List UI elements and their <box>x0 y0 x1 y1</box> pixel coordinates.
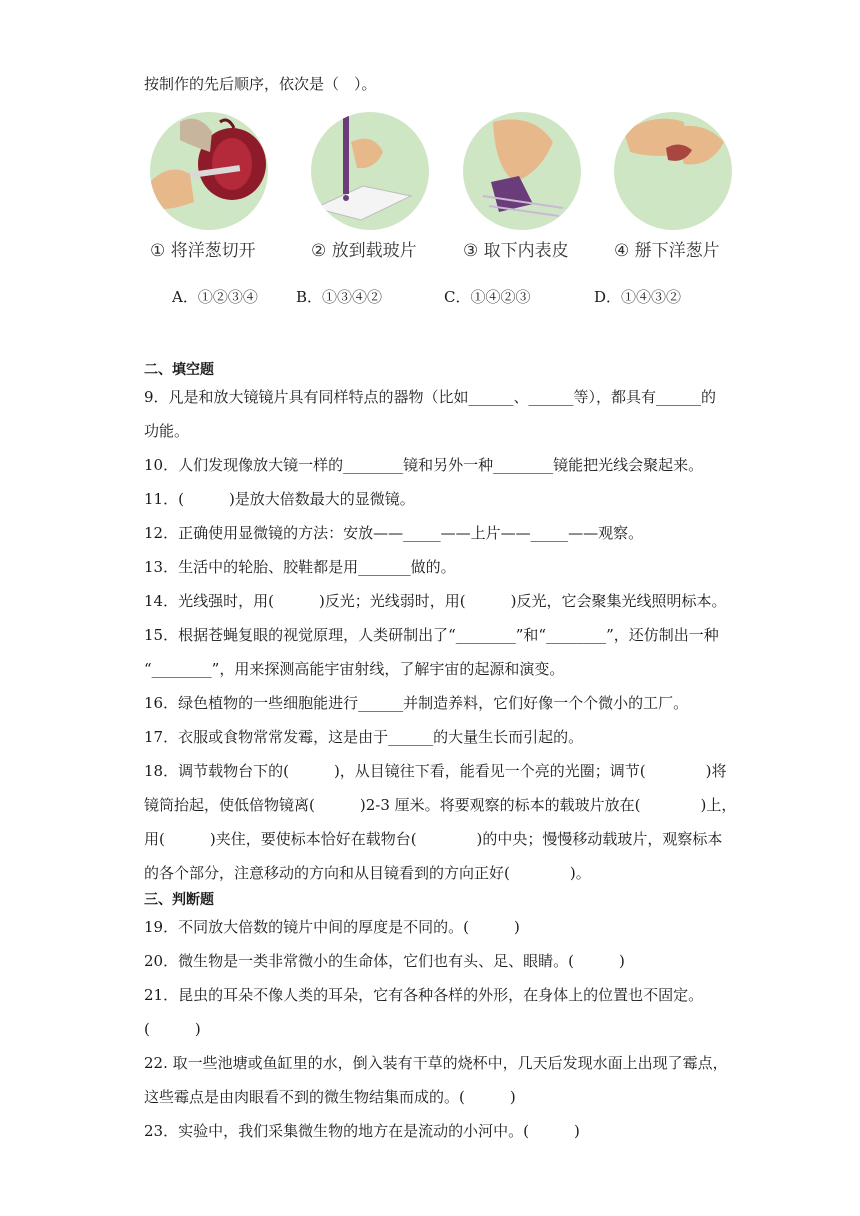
question-15-line-1: 15．根据苍蝇复眼的视觉原理，人类研制出了“________”和“________”，还仿制出一种 <box>144 626 719 644</box>
figure-2 <box>311 112 435 261</box>
question-15-line-2: “________”，用来探测高能宇宙射线，了解宇宙的起源和演变。 <box>144 660 565 678</box>
peel-icon <box>463 112 581 230</box>
question-13: 13．生活中的轮胎、胶鞋都是用_______做的。 <box>144 558 456 576</box>
question-22-line-2: 这些霉点是由肉眼看不到的微生物结集而成的。( ) <box>144 1088 516 1106</box>
figure-4-caption: ④ 掰下洋葱片 <box>614 241 720 261</box>
option-d[interactable]: D．①④③② <box>594 288 682 306</box>
option-b[interactable]: B．①③④② <box>296 288 383 306</box>
question-21-line-2: ( ) <box>144 1020 201 1038</box>
slide-icon <box>311 112 429 230</box>
option-a[interactable]: A．①②③④ <box>172 288 258 306</box>
question-21-line-1: 21．昆虫的耳朵不像人类的耳朵，它有各种各样的外形，在身体上的位置也不固定。 <box>144 986 704 1004</box>
question-18-line-1: 18．调节载物台下的( )，从目镜往下看，能看见一个亮的光圈；调节( )将 <box>144 762 727 780</box>
question-18-line-4: 的各个部分，注意移动的方向和从目镜看到的方向正好( )。 <box>144 864 591 882</box>
question-22-line-1: 22. 取一些池塘或鱼缸里的水，倒入装有干草的烧杯中，几天后发现水面上出现了霉点， <box>144 1054 728 1072</box>
question-9-line-2: 功能。 <box>144 422 190 440</box>
question-8-stem: 按制作的先后顺序，依次是（ ）。 <box>144 75 377 93</box>
onion-piece-icon <box>614 112 732 230</box>
figure-4 <box>614 112 738 261</box>
question-17: 17．衣服或食物常常发霉，这是由于______的大量生长而引起的。 <box>144 728 584 746</box>
figure-3 <box>463 112 587 261</box>
question-11: 11．( )是放大倍数最大的显微镜。 <box>144 490 415 508</box>
question-12: 12．正确使用显微镜的方法：安放——_____——上片——_____——观察。 <box>144 524 644 542</box>
question-16: 16．绿色植物的一些细胞能进行______并制造养料，它们好像一个个微小的工厂。 <box>144 694 689 712</box>
figure-1 <box>150 112 274 261</box>
figure-2-caption: ② 放到载玻片 <box>311 241 417 261</box>
section-judge-heading: 三、判断题 <box>144 892 214 908</box>
figure-1-caption: ① 将洋葱切开 <box>150 241 256 261</box>
question-10: 10．人们发现像放大镜一样的________镜和另外一种________镜能把光线会聚起来。 <box>144 456 704 474</box>
question-23: 23．实验中，我们采集微生物的地方在是流动的小河中。( ) <box>144 1122 580 1140</box>
question-18-line-2: 镜筒抬起，使低倍物镜离( )2-3 厘米。将要观察的标本的载玻片放在( )上， <box>144 796 737 814</box>
onion-cut-icon <box>150 112 268 230</box>
option-c[interactable]: C．①④②③ <box>444 288 531 306</box>
question-14: 14．光线强时，用( )反光；光线弱时，用( )反光，它会聚集光线照明标本。 <box>144 592 727 610</box>
question-9-line-1: 9．凡是和放大镜镜片具有同样特点的器物（比如______、______等），都具有______的 <box>144 388 717 406</box>
question-19: 19．不同放大倍数的镜片中间的厚度是不同的。( ) <box>144 918 520 936</box>
answer-options <box>0 286 860 306</box>
figure-3-caption: ③ 取下内表皮 <box>463 241 569 261</box>
question-18-line-3: 用( )夹住，要使标本恰好在载物台( )的中央；慢慢移动载玻片，观察标本 <box>144 830 723 848</box>
section-fill-heading: 二、填空题 <box>144 362 214 378</box>
question-20: 20．微生物是一类非常微小的生命体，它们也有头、足、眼睛。( ) <box>144 952 625 970</box>
